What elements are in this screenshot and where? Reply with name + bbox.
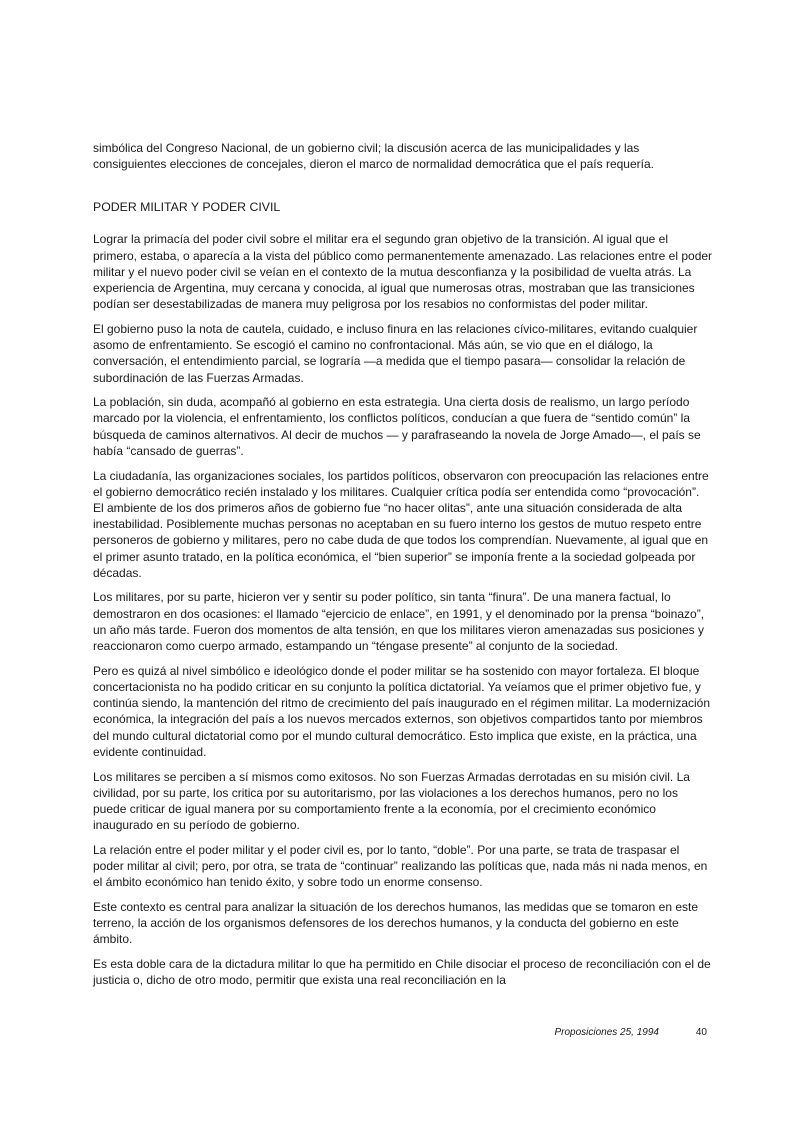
page-body	[93, 140, 713, 997]
body-paragraph: La ciudadanía, las organizaciones sociales, los partidos políticos, observaron con preocupación las relaciones entre el gobierno democrático recién instalado y los militares. Cualquier crítica podía ser entendida como “provocación”. El ambiente de los dos primeros años de gobierno fue “no hacer olitas”, ante una situación considerada de alta inestabilidad. Posiblemente muchas personas no aceptaban en su fuero interno los gestos de mutuo respeto entre personeros de gobierno y militares, pero no cabe duda de que todos los comprendían. Nuevamente, al igual que en el primer asunto tratado, en la política económica, el “bien superior” se imponía frente a la sociedad golpeada por décadas.	[93, 468, 709, 580]
body-paragraph: La relación entre el poder militar y el poder civil es, por lo tanto, “doble”. Por una parte, se trata de traspasar el poder militar al civil; pero, por otra, se trata de “continuar” realizando las políticas que, nada más ni nada menos, en el ámbito económico han tenido éxito, y sobre todo un enorme consenso.	[93, 842, 708, 890]
body-paragraph: Los militares se perciben a sí mismos como exitosos. No son Fuerzas Armadas derrotadas en su misión civil. La civilidad, por su parte, los critica por su autoritarismo, por las violaciones a los derechos humanos, pero no los puede criticar de igual manera por su comportamiento frente a la economía, por el crecimiento económico inaugurado en su período de gobierno.	[93, 769, 690, 833]
page-footer	[0, 1025, 800, 1041]
body-paragraph: Es esta doble cara de la dictadura militar lo que ha permitido en Chile disociar el proceso de reconciliación con el de justicia o, dicho de otro modo, permitir que exista una real reconciliación en la	[93, 957, 711, 988]
body-paragraph: Los militares, por su parte, hicieron ver y sentir su poder político, sin tanta “finura”. De una manera factual, lo demostraron en dos ocasiones: el llamado “ejercicio de enlace”, en 1991, y el denominado por la prensa “boinazo”, un año más tarde. Fueron dos momentos de alta tensión, en que los militares vieron amenazadas sus posiciones y reaccionaron como cuerpo armado, estampando un “téngase presente” al conjunto de la sociedad.	[93, 590, 705, 654]
page-number: 40	[695, 1027, 707, 1038]
intro-paragraph: simbólica del Congreso Nacional, de un gobierno civil; la discusión acerca de las municipalidades y las consiguientes elecciones de concejales, dieron el marco de normalidad democrática que el país requería.	[93, 141, 654, 172]
body-paragraph: La población, sin duda, acompañó al gobierno en esta estrategia. Una cierta dosis de realismo, un largo período marcado por la violencia, el enfrentamiento, los conflictos políticos, conducían a que fuera de “sentido común” la búsqueda de caminos alternativos. Al decir de muchos — y parafraseando la novela de Jorge Amado—, el país se había “cansado de guerras”.	[93, 395, 701, 458]
section-heading: PODER MILITAR Y PODER CIVIL	[93, 200, 281, 215]
body-paragraph: Lograr la primacía del poder civil sobre el militar era el segundo gran objetivo de la transición. Al igual que el primero, estaba, o aparecía a la vista del público como permanentemente amenazado. Las relaciones entre el poder militar y el nuevo poder civil se veían en el contexto de la mutua desconfianza y la posibilidad de vuelta atrás. La experiencia de Argentina, muy cercana y conocida, al igual que numerosas otras, mostraban que las transiciones podían ser desestabilizadas de manera muy peligrosa por los resabios no conformistas del poder militar.	[93, 232, 713, 312]
footer-source: Proposiciones 25, 1994	[554, 1027, 659, 1038]
body-paragraph: Este contexto es central para analizar la situación de los derechos humanos, las medidas que se tomaron en este terreno, la acción de los organismos defensores de los derechos humanos, y la conducta del gobierno en este ámbito.	[93, 899, 699, 947]
body-paragraph: El gobierno puso la nota de cautela, cuidado, e incluso finura en las relaciones cívico-militares, evitando cualquier asomo de enfrentamiento. Se escogió el camino no confrontacional. Más aún, se vio que en el diálogo, la conversación, el entendimiento parcial, se lograría —a medida que el tiempo pasara— consolidar la relación de subordinación de las Fuerzas Armadas.	[93, 321, 698, 385]
body-paragraph: Pero es quizá al nivel simbólico e ideológico donde el poder militar se ha sostenido con mayor fortaleza. El bloque concertacionista no ha podido criticar en su conjunto la política dictatorial. Ya veíamos que el primer objetivo fue, y continúa siendo, la mantención del ritmo de crecimiento del país inaugurado en el régimen militar. La modernización económica, la integración del país a los nuevos mercados externos, son objetivos compartidos tanto por miembros del mundo cultural dictatorial como por el mundo cultural democrático. Esto implica que existe, en la práctica, una evidente continuidad.	[93, 663, 711, 759]
